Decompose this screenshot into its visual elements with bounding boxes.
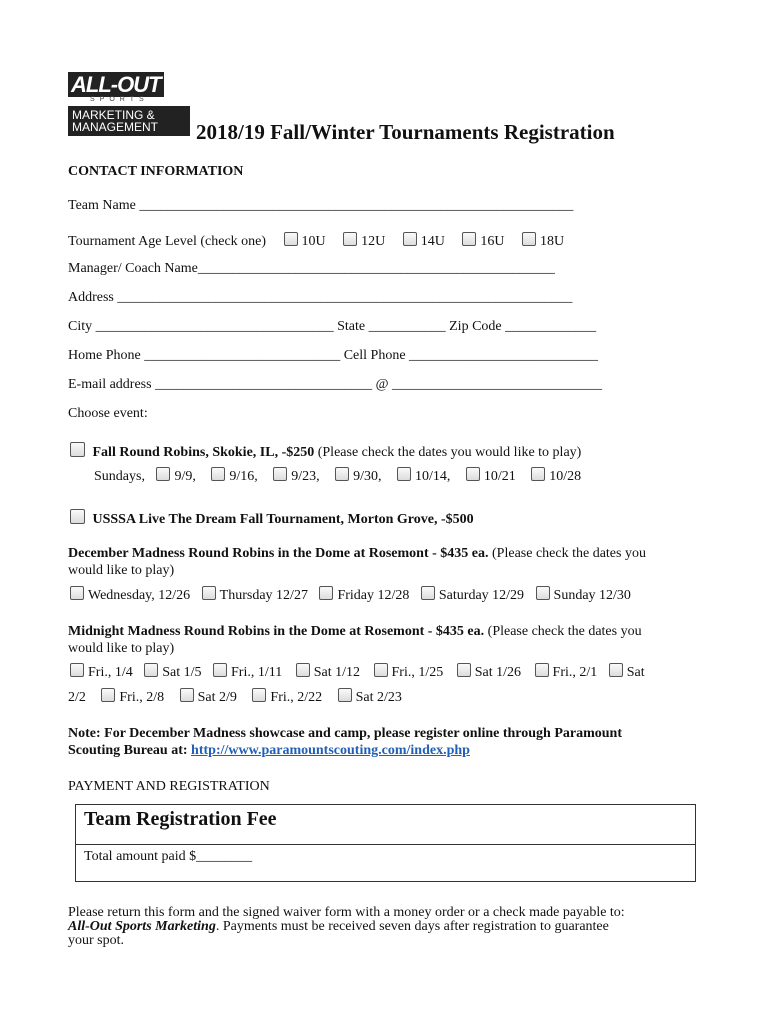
date-2-2-checkbox[interactable] xyxy=(609,663,623,677)
footer-text xyxy=(68,906,625,948)
date-10-21-checkbox[interactable] xyxy=(466,467,480,481)
date-10-28-checkbox[interactable] xyxy=(531,467,545,481)
email-field[interactable]: E-mail address _______________________________ @ ______________________________ xyxy=(68,377,602,392)
date-9-30-checkbox[interactable] xyxy=(335,467,349,481)
age-label: 16U xyxy=(480,234,505,249)
date-label: 9/30, xyxy=(353,469,382,484)
december-event-title: December Madness Round Robins in the Dome at Rosemont - $435 ea. xyxy=(68,546,489,561)
date-label: 9/9, xyxy=(174,469,196,484)
cell-phone-field[interactable]: Cell Phone ___________________________ xyxy=(343,348,599,363)
usssa-event-row xyxy=(70,509,474,528)
logo-sub: SPORTS xyxy=(90,96,149,103)
december-dates-row xyxy=(70,586,631,604)
date-2-9-checkbox[interactable] xyxy=(180,688,194,702)
date-label: Sunday 12/30 xyxy=(553,588,631,603)
page-title: 2018/19 Fall/Winter Tournaments Registration xyxy=(196,120,615,144)
midnight-event-note: (Please check the dates you xyxy=(484,624,642,639)
midnight-event-note-2: would like to play) xyxy=(68,641,175,656)
logo-brand: ALL-OUT xyxy=(68,72,164,98)
december-event-heading xyxy=(68,546,646,562)
date-label: Sat 1/5 xyxy=(162,665,202,680)
fall-event-title: Fall Round Robins, Skokie, IL, -$250 xyxy=(92,445,315,460)
note-line-2 xyxy=(68,743,470,759)
date-label: 9/23, xyxy=(291,469,320,484)
company-logo xyxy=(68,72,190,140)
date-12-27-checkbox[interactable] xyxy=(202,586,216,600)
date-1-4-checkbox[interactable] xyxy=(70,663,84,677)
date-label: Fri., 1/4 xyxy=(88,665,133,680)
date-2-23-checkbox[interactable] xyxy=(338,688,352,702)
date-label: Thursday 12/27 xyxy=(219,588,308,603)
choose-event-label: Choose event: xyxy=(68,406,148,421)
age-14u-checkbox[interactable] xyxy=(403,232,417,246)
date-1-26-checkbox[interactable] xyxy=(457,663,471,677)
december-event-note-2: would like to play) xyxy=(68,563,175,578)
footer-line-3: your spot. xyxy=(68,933,124,948)
date-label: Fri., 2/8 xyxy=(119,690,165,705)
age-16u-checkbox[interactable] xyxy=(462,232,476,246)
midnight-dates-row-1 xyxy=(70,663,645,681)
midnight-event-heading xyxy=(68,624,642,640)
age-label: 10U xyxy=(301,234,326,249)
fall-event-checkbox[interactable] xyxy=(70,442,85,457)
date-label: Sat 2/9 xyxy=(197,690,237,705)
age-label: 18U xyxy=(540,234,565,249)
contact-heading: CONTACT INFORMATION xyxy=(68,164,244,179)
note-line-1: Note: For December Madness showcase and camp, please register online through Paramount xyxy=(68,726,622,741)
age-12u-checkbox[interactable] xyxy=(343,232,357,246)
date-12-28-checkbox[interactable] xyxy=(319,586,333,600)
date-1-25-checkbox[interactable] xyxy=(374,663,388,677)
date-label: 9/16, xyxy=(229,469,258,484)
sundays-label: Sundays, xyxy=(94,469,145,484)
date-label: Fri., 2/1 xyxy=(552,665,598,680)
date-label: Sat 2/23 xyxy=(355,690,402,705)
address-field[interactable]: Address _________________________________________________________________ xyxy=(68,290,573,305)
date-1-5-checkbox[interactable] xyxy=(144,663,158,677)
date-label: Fri., 2/22 xyxy=(270,690,323,705)
usssa-event-checkbox[interactable] xyxy=(70,509,85,524)
logo-line2: MANAGEMENT xyxy=(72,120,159,134)
footer-line-1: Please return this form and the signed waiver form with a money order or a check made payable to: xyxy=(68,905,625,920)
date-2-8-checkbox[interactable] xyxy=(101,688,115,702)
date-label: Friday 12/28 xyxy=(337,588,410,603)
date-label: Saturday 12/29 xyxy=(438,588,525,603)
payment-heading: PAYMENT AND REGISTRATION xyxy=(68,779,270,794)
date-label: 10/28 xyxy=(549,469,582,484)
manager-field[interactable]: Manager/ Coach Name___________________________________________________ xyxy=(68,261,555,276)
date-label: Sat xyxy=(626,665,645,680)
date-2-1-checkbox[interactable] xyxy=(535,663,549,677)
date-1-12-checkbox[interactable] xyxy=(296,663,310,677)
midnight-dates-row-2 xyxy=(68,688,402,706)
age-18u-checkbox[interactable] xyxy=(522,232,536,246)
fall-event-note: (Please check the dates you would like to play) xyxy=(314,445,582,460)
sundays-row xyxy=(94,467,581,485)
date-12-30-checkbox[interactable] xyxy=(536,586,550,600)
paramount-link[interactable]: http://www.paramountscouting.com/index.php xyxy=(191,743,470,758)
city-field[interactable]: City __________________________________ xyxy=(68,319,334,334)
date-9-23-checkbox[interactable] xyxy=(273,467,287,481)
age-label: 12U xyxy=(361,234,386,249)
usssa-event-title: USSSA Live The Dream Fall Tournament, Morton Grove, -$500 xyxy=(92,512,474,527)
company-name: All-Out Sports Marketing xyxy=(68,919,216,934)
city-state-zip-row xyxy=(68,319,596,335)
date-10-14-checkbox[interactable] xyxy=(397,467,411,481)
age-10u-checkbox[interactable] xyxy=(284,232,298,246)
fee-table xyxy=(75,804,696,882)
date-label: Wednesday, 12/26 xyxy=(88,588,191,603)
zip-field[interactable]: Zip Code _____________ xyxy=(449,319,597,334)
state-field[interactable]: State ___________ xyxy=(337,319,446,334)
december-event-note: (Please check the dates you xyxy=(488,546,646,561)
fall-event-row xyxy=(70,442,581,461)
footer-line-2-text: . Payments must be received seven days after registration to guarantee xyxy=(215,919,609,934)
age-label: 14U xyxy=(420,234,445,249)
date-12-26-checkbox[interactable] xyxy=(70,586,84,600)
total-paid-field[interactable]: Total amount paid $________ xyxy=(84,849,253,864)
date-label: 10/21 xyxy=(483,469,516,484)
logo-box xyxy=(68,106,190,136)
date-2-22-checkbox[interactable] xyxy=(252,688,266,702)
date-label: Sat 1/12 xyxy=(313,665,361,680)
fee-title: Team Registration Fee xyxy=(76,805,695,845)
date-label: 10/14, xyxy=(415,469,451,484)
home-phone-field[interactable]: Home Phone ____________________________ xyxy=(68,348,341,363)
date-9-9-checkbox[interactable] xyxy=(156,467,170,481)
team-name-field[interactable]: Team Name ______________________________________________________________ xyxy=(68,198,574,213)
date-label: 2/2 xyxy=(68,690,86,705)
footer-line-2 xyxy=(68,920,625,934)
age-level-label: Tournament Age Level (check one) xyxy=(68,234,267,249)
age-level-row xyxy=(68,232,564,250)
date-label: Fri., 1/11 xyxy=(231,665,283,680)
date-12-29-checkbox[interactable] xyxy=(421,586,435,600)
date-label: Sat 1/26 xyxy=(474,665,522,680)
date-label: Fri., 1/25 xyxy=(391,665,444,680)
phone-row xyxy=(68,348,598,364)
date-9-16-checkbox[interactable] xyxy=(211,467,225,481)
note-text: Scouting Bureau at: xyxy=(68,743,192,758)
midnight-event-title: Midnight Madness Round Robins in the Dome at Rosemont - $435 ea. xyxy=(68,624,485,639)
date-1-11-checkbox[interactable] xyxy=(213,663,227,677)
logo-line1: MARKETING & xyxy=(72,108,155,122)
